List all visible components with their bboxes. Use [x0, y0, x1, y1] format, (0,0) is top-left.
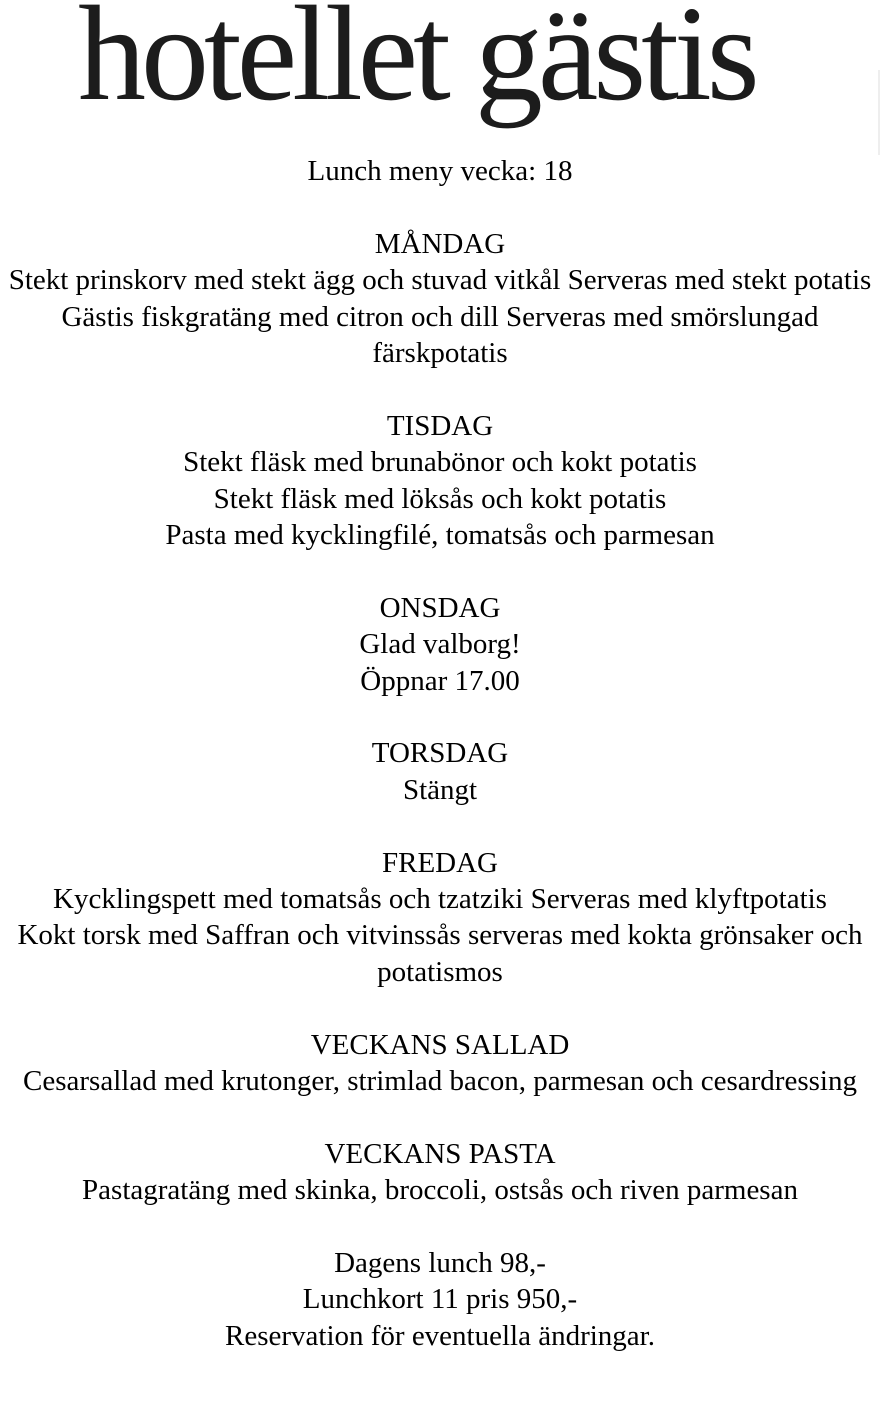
menu-item: Stekt fläsk med löksås och kokt potatis [213, 482, 667, 515]
day-section-wednesday [0, 590, 880, 699]
menu-item: Stängt [402, 773, 478, 806]
section-heading: VECKANS SALLAD [310, 1028, 570, 1061]
logo-text: hotellet gästis [78, 0, 755, 129]
spacer [0, 189, 880, 225]
day-heading: FREDAG [381, 846, 498, 879]
lunch-card-price: Lunchkort 11 pris 950,- [302, 1283, 578, 1316]
day-section-thursday [0, 735, 880, 808]
day-section-monday [0, 226, 880, 372]
day-heading: TISDAG [386, 409, 494, 442]
day-heading: MÅNDAG [374, 227, 506, 260]
menu-item: Cesarsallad med krutonger, strimlad bacon, parmesan och cesardressing [23, 1065, 857, 1098]
spacer [0, 1099, 880, 1135]
menu-item: Stekt prinskorv med stekt ägg och stuvad vitkål Serveras med stekt potatis [8, 264, 872, 297]
lunch-menu [0, 153, 880, 1354]
day-section-friday [0, 845, 880, 991]
lunch-price: Dagens lunch 98,- [334, 1247, 546, 1280]
menu-item: Stekt fläsk med brunabönor och kokt potatis [183, 446, 697, 479]
menu-item: Gästis fiskgratäng med citron och dill Serveras med smörslungad färskpotatis [61, 300, 819, 370]
menu-item: Öppnar 17.00 [360, 664, 520, 697]
pasta-section [0, 1136, 880, 1209]
section-heading: VECKANS PASTA [324, 1137, 556, 1170]
menu-item: Pastagratäng med skinka, broccoli, ostsås och riven parmesan [82, 1174, 798, 1207]
spacer [0, 1209, 880, 1245]
salad-section [0, 1027, 880, 1100]
day-heading: ONSDAG [379, 591, 501, 624]
spacer [0, 990, 880, 1026]
spacer [0, 699, 880, 735]
week-title: Lunch meny vecka: 18 [307, 155, 573, 187]
spacer [0, 553, 880, 589]
day-heading: TORSDAG [371, 737, 509, 770]
spacer [0, 371, 880, 407]
menu-item: Glad valborg! [359, 628, 521, 661]
spacer [0, 808, 880, 844]
footer-section [0, 1245, 880, 1354]
reservation-note: Reservation för eventuella ändringar. [224, 1319, 655, 1352]
menu-item: Kycklingspett med tomatsås och tzatziki Serveras med klyftpotatis [53, 883, 827, 916]
menu-item: Pasta med kycklingfilé, tomatsås och parmesan [165, 519, 715, 552]
hotel-logo [0, 0, 880, 160]
menu-item: Kokt torsk med Saffran och vitvinssås serveras med kokta grönsaker och potatismos [17, 919, 863, 988]
day-section-tuesday [0, 408, 880, 554]
